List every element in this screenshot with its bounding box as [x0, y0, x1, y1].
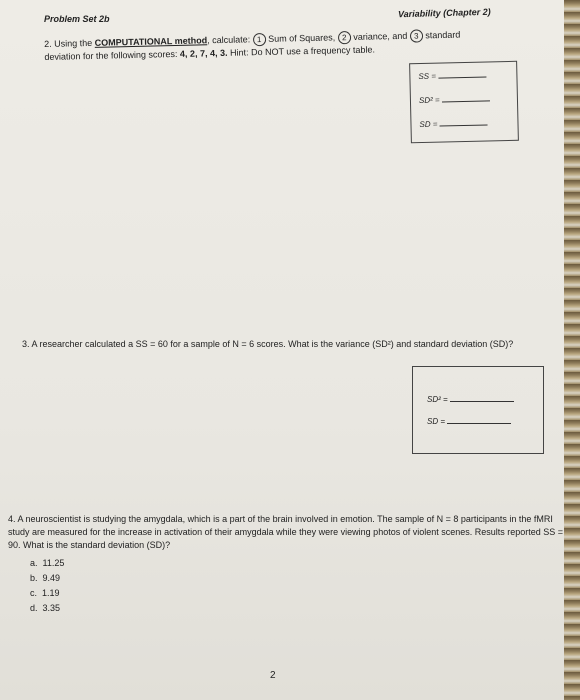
answer-row-variance[interactable]: SD² =	[427, 395, 514, 404]
answer-blank[interactable]	[450, 401, 514, 402]
option-c[interactable]: c. 1.19	[30, 588, 60, 598]
answer-box-q2	[409, 61, 519, 143]
answer-row-sd[interactable]: SD =	[427, 417, 511, 426]
answer-row-ss[interactable]: SS =	[418, 70, 486, 81]
question-text: A researcher calculated a SS = 60 for a sample of N = 6 scores. What is the variance (SD²) and standard deviation (SD)?	[31, 339, 514, 349]
option-d[interactable]: d. 3.35	[30, 603, 61, 613]
answer-blank[interactable]	[447, 423, 511, 424]
answer-row-variance[interactable]: SD² =	[419, 94, 490, 105]
header-right: Variability (Chapter 2)	[397, 6, 491, 20]
page-number: 2	[270, 670, 276, 681]
question-number: 3.	[22, 339, 30, 349]
header-left: Problem Set 2b	[44, 14, 110, 24]
answer-box-q3	[412, 366, 544, 454]
option-b[interactable]: b. 9.49	[30, 573, 61, 583]
answer-blank[interactable]	[438, 76, 486, 78]
question-3	[22, 338, 542, 351]
question-number: 4.	[8, 514, 16, 524]
option-a[interactable]: a. 11.25	[30, 558, 65, 568]
answer-blank[interactable]	[442, 100, 490, 102]
binder-edge	[564, 0, 580, 700]
question-2: 2. Using the COMPUTATIONAL method, calculate: 1 Sum of Squares, 2 variance, and 3 standard deviation for the following scores: 4, 2, 7, 4, 3. Hint: Do NOT use a frequency table.	[44, 29, 461, 63]
question-number: 2.	[44, 38, 52, 49]
circled-number-2: 2	[338, 31, 351, 44]
answer-row-sd[interactable]: SD =	[419, 118, 487, 129]
answer-blank[interactable]	[440, 124, 488, 126]
method-label: COMPUTATIONAL method	[94, 35, 208, 48]
circled-number-3: 3	[410, 30, 423, 43]
circled-number-1: 1	[253, 33, 266, 46]
answer-options	[30, 556, 568, 616]
scores-list: 4, 2, 7, 4, 3.	[179, 47, 228, 60]
question-4	[8, 513, 568, 616]
question-text: A neuroscientist is studying the amygdala, which is a part of the brain involved in emotion. The sample of N = 8 participants in the fMRI study are measured for the increase in activation of their amygdala while they were viewing photos of violent scenes. Results reported SS = 90. What is the standard deviation (SD)?	[8, 514, 564, 550]
